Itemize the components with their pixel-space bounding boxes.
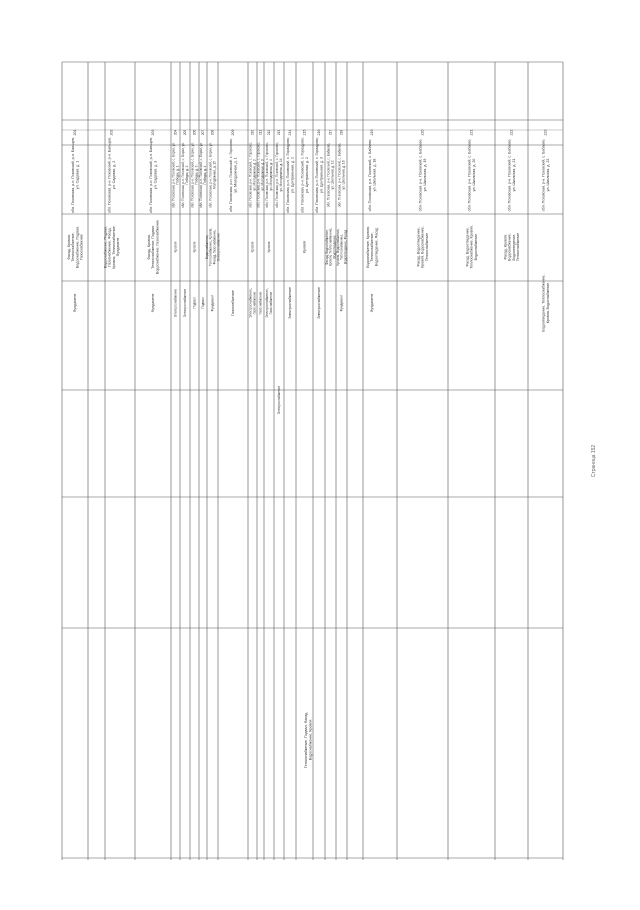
address-cell: обл. Псковская, р-н. Псковский, р-н. Бальцев,ул. Садовая, д. 3 — [149, 136, 158, 214]
works-cell: Водоснабжение, Кровля,Теплоснабжение,Водоотведение, Фасад — [366, 226, 379, 268]
row-number: 208 — [210, 129, 215, 136]
works-cell: Газоснабжение — [258, 291, 263, 315]
row-number: 216 — [316, 129, 321, 136]
works-cell: Водоснабжение,Теплоснабжение, Кровля,Фасад, Газоснабжение,Электроснабжение — [204, 227, 221, 267]
row-number: 212 — [266, 129, 271, 136]
works-cell: Теплоснабжение, Подвал, Фасад,Водоснабжение, Кровля — [304, 711, 313, 769]
row-number: 202 — [109, 129, 114, 136]
address-cell: обл. Псковская, р-н. Псковский, с. Горохово,ул. Молодежная, д. 2 — [248, 142, 257, 208]
works-cell: Подвал — [192, 297, 197, 309]
works-cell: Фасад, Кровля,Водоснабжение,Водоотведение,Теплоснабжение — [503, 232, 520, 262]
row-number: 221 — [469, 129, 474, 136]
works-cell: Кровля — [173, 241, 178, 253]
works-cell: Кровля — [267, 241, 272, 253]
row-number: 220 — [420, 129, 425, 136]
address-cell: обл. Псковская, р-н. Псковский, с. Борки, ул.Победы, д. 2 — [181, 142, 189, 208]
works-cell: Кровля — [302, 241, 307, 253]
works-cell: Водоснабжение, Подвал,Газоснабжение, Фасад,Кровля, Теплоснабжение,Фундамент — [103, 225, 120, 269]
works-cell: Кровля — [250, 241, 255, 253]
address-cell: обл. Псковская, р-н. Псковский, с. Горохово,ул. Молодежная, д. 1 — [229, 138, 238, 212]
row-number: 203 — [150, 129, 155, 136]
address-cell: обл. Псковская, р-н. Псковский, с. Гораздово,ул. Центральная, д. 2 — [300, 137, 309, 213]
works-cell: Электроснабжение — [317, 286, 322, 320]
address-cell: обл. Псковская, р-н. Псковский, с. Гораздово,ул. Центральная, д. 3 — [315, 137, 324, 213]
address-cell: обл. Псковская, р-н. Псковский, с. Бабаево,ул. Школьная, д. 21 — [507, 138, 516, 212]
address-cell: обл. Псковская, р-н. Псковский, р-н. Бальцев,ул. Садовая, д. 1 — [71, 136, 80, 214]
address-cell: обл. Псковская, р-н. Псковский, с. Бабаево,ул. Школьная, д. 16 — [337, 142, 346, 208]
row-number: 204 — [173, 129, 178, 136]
address-cell: обл. Псковская, р-н. Псковский, с. Бабаево,ул. Школьная, д. 18 — [368, 138, 377, 212]
row-number: 219 — [369, 129, 374, 136]
row-number: 222 — [509, 129, 514, 136]
row-number: 214 — [287, 129, 292, 136]
works-cell: Газоснабжение — [231, 290, 236, 316]
address-cell: обл. Псковская, р-н. Псковский, с. Бабаево,ул. Школьная, д. 23 — [541, 138, 550, 212]
works-cell: Электроснабжение,Газоснабжение — [265, 288, 273, 318]
works-cell: Электроснабжение,Газоснабжение — [248, 288, 257, 318]
address-cell: обл. Псковская, р-н. Псковский, с. Гораздово,ул. Центральная, д. 1 — [286, 137, 295, 213]
address-cell: обл. Псковская, р-н. Псковский, с. Бабаево,ул. Школьная, д. 12 — [326, 142, 335, 208]
row-number: 205 — [182, 129, 187, 136]
address-cell: обл. Псковская, р-н. Псковский, с. Бабаево,ул. Школьная, д. 19 — [418, 138, 427, 212]
row-number: 223 — [543, 129, 548, 136]
works-cell: Кровля — [192, 241, 197, 253]
works-cell: Электроснабжение — [277, 385, 282, 415]
page-number: Страница 152 — [591, 444, 597, 478]
works-cell: Кровля, Водоснабжение,Теплоснабжение,Водоотведение, Фасад — [335, 228, 348, 266]
row-number: 211 — [258, 129, 263, 136]
row-number: 209 — [230, 129, 235, 136]
works-cell: Водоотведение, Теплоснабжение,Кровля, Водоснабжение — [541, 274, 550, 332]
works-cell: Фундамент — [339, 294, 344, 312]
works-cell: Фасад, Кровля,Теплоснабжение,Водоснабжение, Подвал,Газоснабжение — [66, 225, 84, 269]
row-number: 210 — [250, 129, 255, 136]
address-cell: обл. Псковская, р-н. Псковский, с. Горохово,ул. Молодежная, д. 4 — [265, 142, 273, 208]
works-cell: Фундамент — [73, 293, 78, 313]
works-cell: Подвал — [201, 297, 206, 309]
works-cell: Фундамент — [210, 294, 215, 312]
row-number: 217 — [328, 129, 333, 136]
row-number: 215 — [302, 129, 307, 136]
works-cell: Фундамент — [370, 293, 375, 313]
row-number: 218 — [339, 129, 344, 136]
address-cell: обл. Псковская, р-н. Псковский, р-н. Бальцев,ул. Садовая, д. 2 — [107, 136, 116, 214]
address-cell: обл. Псковская, р-н. Псковский, с. Горохово,ул. Молодежная, д. 3 — [256, 142, 265, 208]
row-number: 201 — [72, 129, 77, 136]
works-cell: Фасад, Водоотведение,Теплоснабжение, Кровля,Водоснабжение — [465, 225, 478, 269]
works-cell: Электроснабжение — [183, 288, 188, 318]
works-cell: Фасад, Кровля,Теплоснабжение, Подвал,Водоснабжение, Газоснабжение — [147, 219, 160, 275]
row-number: 206 — [192, 129, 197, 136]
address-cell: обл. Псковская, р-н. Псковский, с. Борки, ул.Победы, д. 4 — [199, 142, 207, 208]
works-cell: Электроснабжение — [288, 286, 293, 320]
address-cell: обл. Псковская, р-н. Псковский, с. Борки, ул.Победы, д. 3 — [190, 142, 199, 208]
row-number: 213 — [276, 129, 281, 136]
works-cell: Электроснабжение — [173, 288, 178, 318]
address-cell: обл. Псковская, р-н. Псковский, с. Борки, ул.Молодежная, д. 15 — [208, 142, 217, 208]
works-cell: Фасад, Водоснабжение,Кровля, Теплоснабжение,Водоотведение — [324, 227, 337, 267]
address-cell: обл. Псковская, р-н. Псковский, с. Горохово,ул. Молодежная, д. 14 — [275, 142, 283, 208]
address-cell: обл. Псковская, р-н. Псковский, с. Бабаево,ул. Школьная, д. 20 — [467, 138, 476, 212]
works-cell: Фасад, Водоотведение,Кровля, Водоснабжение,Теплоснабжение — [416, 226, 429, 268]
works-cell: Фундамент — [151, 293, 156, 313]
address-cell: обл. Псковская, р-н. Псковский, с. Борки, ул.Победы, д. 1 — [171, 142, 180, 208]
row-number: 207 — [200, 129, 205, 136]
